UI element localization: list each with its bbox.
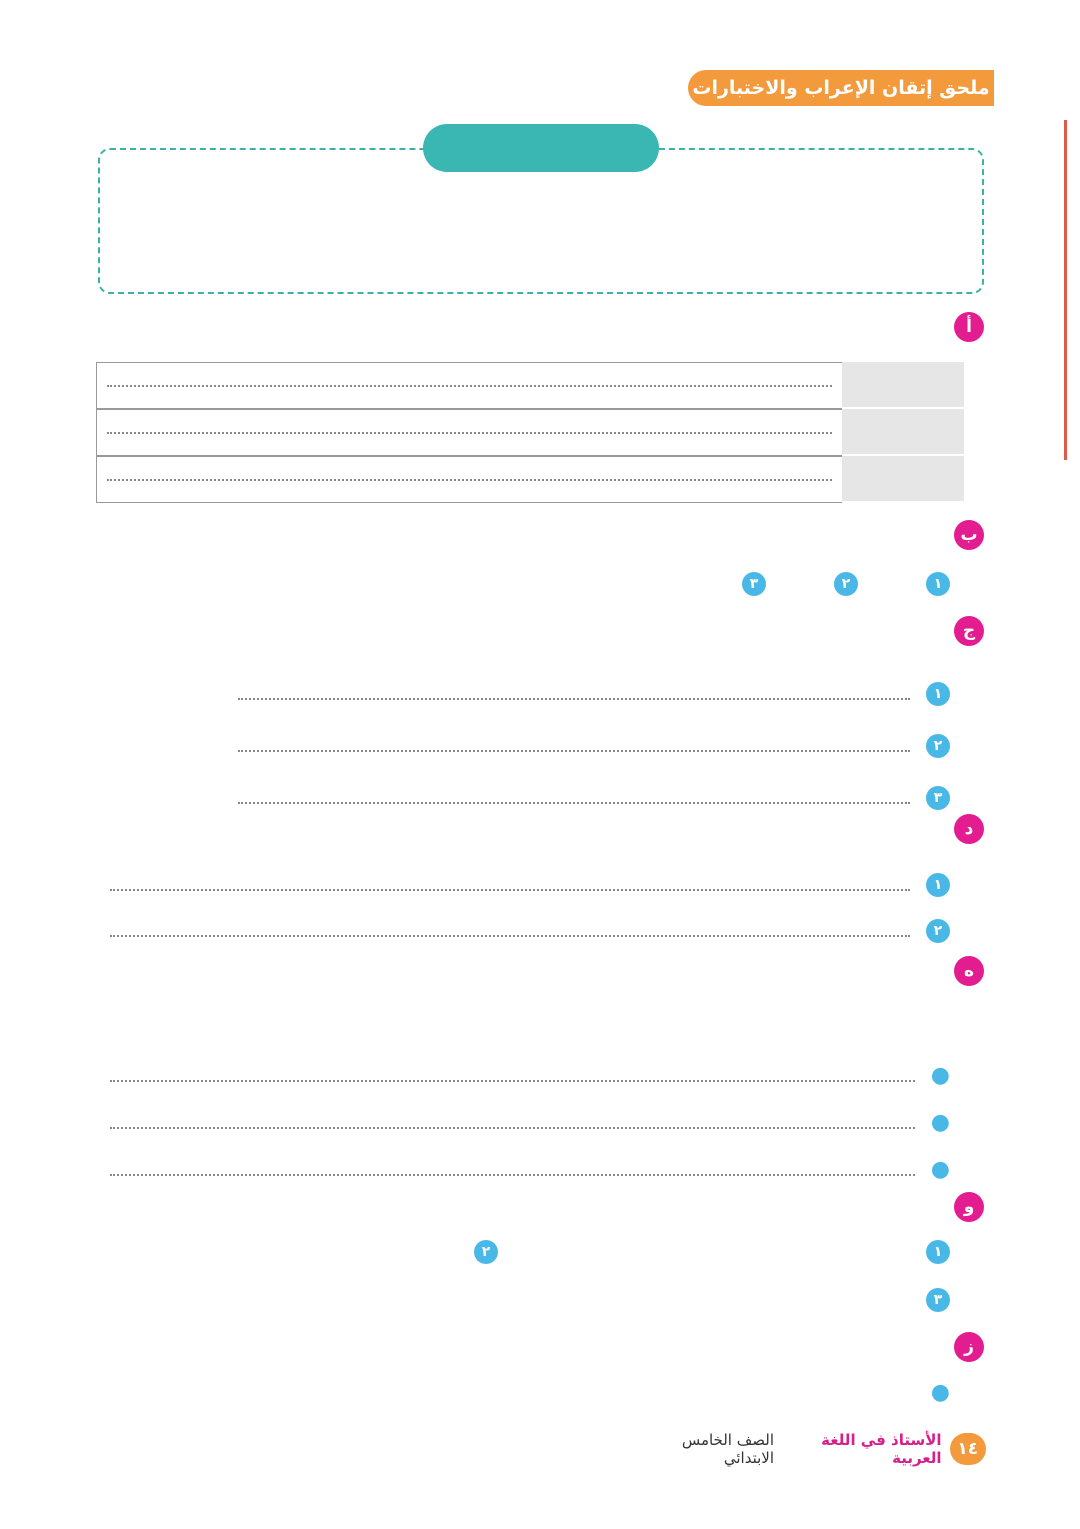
list-item [110,908,950,954]
question-z-heading [946,1332,984,1362]
question-h-items [110,1052,950,1193]
list-item [734,572,766,596]
question-h-heading [946,956,984,986]
side-accent-line [1064,120,1067,460]
item-number: ١ [926,572,950,596]
answer-dotted-line[interactable] [238,802,910,804]
bullet-icon: ● [930,1157,950,1182]
list-item [918,572,950,596]
list-item [466,1240,498,1264]
question-badge: أ [954,312,984,342]
bullet-icon: ● [930,1380,950,1405]
question-b-items [100,572,950,596]
bullet-icon: ● [930,1110,950,1135]
question-c-items [230,668,950,824]
item-number: ٣ [926,786,950,810]
question-badge: ج [954,616,984,646]
list-item [923,1380,950,1405]
question-badge: و [954,1192,984,1222]
table-word [842,362,964,409]
answer-dotted-line [107,479,832,481]
item-number: ٣ [926,1288,950,1312]
answer-dotted-line[interactable] [238,698,910,700]
item-number: ٢ [926,919,950,943]
list-item [110,1052,950,1099]
item-number: ٢ [474,1240,498,1264]
page-footer [640,1430,986,1468]
list-item [918,1240,950,1264]
answer-field[interactable] [96,362,842,409]
answer-dotted-line[interactable] [110,935,910,937]
answer-dotted-line[interactable] [238,750,910,752]
item-number: ١ [926,1240,950,1264]
question-d-heading [946,814,984,844]
passage-title [423,124,659,172]
table-row [96,456,964,503]
parse-table [96,362,964,503]
answer-dotted-line[interactable] [110,1080,915,1082]
answer-dotted-line[interactable] [110,1127,915,1129]
list-item [826,572,858,596]
list-item [230,720,950,772]
list-item [230,668,950,720]
answer-dotted-line[interactable] [110,1174,915,1176]
footer-brand: الأستاذ في اللغة العربية [821,1431,942,1467]
table-word [842,456,964,503]
item-number: ٢ [926,734,950,758]
section-title: ملحق إتقان الإعراب والاختبارات [692,77,990,99]
footer-grade: الصف الخامس الابتدائي [681,1431,775,1467]
answer-field[interactable] [96,456,842,503]
answer-dotted-line [107,385,832,387]
question-d-items [110,862,950,954]
question-badge: ه [954,956,984,986]
item-number: ٣ [742,572,766,596]
item-number: ١ [926,873,950,897]
item-number: ٢ [834,572,858,596]
list-item [110,1099,950,1146]
table-row [96,362,964,409]
answer-dotted-line[interactable] [110,889,910,891]
question-b-heading [946,520,984,550]
answer-field[interactable] [96,409,842,456]
question-badge: د [954,814,984,844]
question-a-heading [946,312,984,342]
list-item [110,862,950,908]
question-badge: ز [954,1332,984,1362]
table-word [842,409,964,456]
item-number: ١ [926,682,950,706]
list-item [230,772,950,824]
table-row [96,409,964,456]
bullet-icon: ● [930,1063,950,1088]
question-badge: ب [954,520,984,550]
question-w-heading [946,1192,984,1222]
answer-dotted-line [107,432,832,434]
question-c-heading [946,616,984,646]
page-number: ١٤ [950,1433,986,1465]
list-item [918,1288,950,1312]
section-header-tab [688,70,994,106]
list-item [110,1146,950,1193]
